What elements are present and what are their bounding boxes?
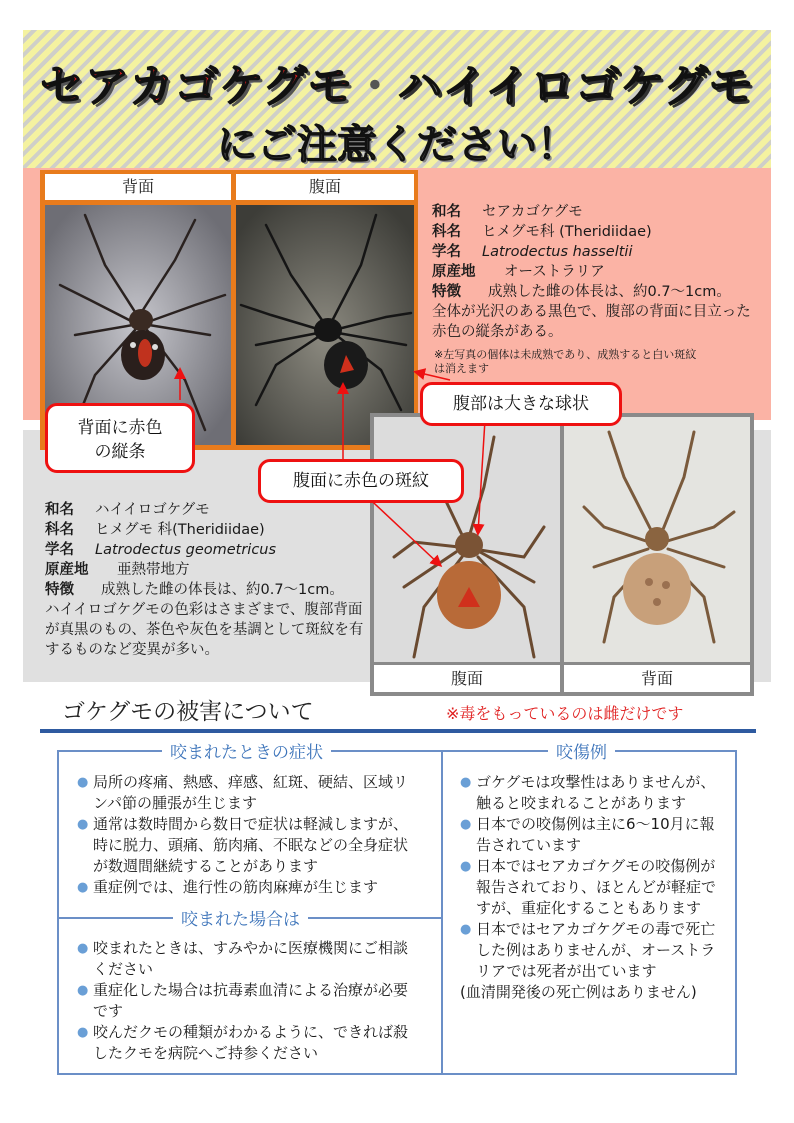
redback-wamei: セアカゴケグモ	[482, 204, 583, 220]
callout-abdomen-ball: 腹部は大きな球状	[420, 382, 622, 426]
symptom-item: ● 局所の疼痛、熱感、痒感、紅斑、硬結、区域リンパ節の腫張が生じます	[77, 772, 422, 814]
redback-feature-detail: 全体が光沢のある黒色で、腹部の背面に目立った赤色の縦条がある。	[432, 304, 751, 340]
bitten-list	[77, 938, 422, 1064]
redback-family: ヒメグモ科 (Theridiidae)	[482, 224, 652, 240]
callout-back-stripe-line2: の縦条	[94, 442, 146, 462]
redback-feature: 成熟した雌の体長は、約0.7～1cm。	[488, 284, 731, 300]
redback-wamei-key: 和名	[432, 204, 461, 220]
redback-ka-key: 科名	[432, 224, 461, 240]
brown-wamei-key: 和名	[45, 502, 74, 518]
symptoms-list	[77, 772, 422, 898]
brown-feature-key: 特徴	[45, 582, 74, 598]
title-separator: ・	[352, 61, 398, 112]
case-item: ● 日本ではセアカゴケグモの毒で死亡した例はありませんが、オーストラリアでは死者が出ています	[460, 919, 722, 982]
symptom-item: ● 通常は数時間から数日で症状は軽減しますが、時に脱力、頭痛、筋肉痛、不眠などの全身症状が数週間継続することがあります	[77, 814, 422, 877]
brown-wamei: ハイイロゴケグモ	[95, 502, 210, 518]
redback-scientific-name: Latrodectus hasseltii	[482, 244, 633, 260]
title-redback: セアカゴケグモ	[40, 61, 353, 112]
symptom-item: ● 重症例では、進行性の筋肉麻痺が生じます	[77, 877, 422, 898]
box-left-border	[57, 750, 59, 1075]
brown-feature: 成熟した雌の体長は、約0.7～1cm。	[101, 582, 344, 598]
brown-gaku-key: 学名	[45, 542, 74, 558]
callout-back-stripe	[45, 403, 195, 473]
case-item: ● 日本での咬傷例は主に6～10月に報告されています	[460, 814, 722, 856]
brown-scientific-name: Latrodectus geometricus	[95, 542, 277, 558]
redback-feature-key: 特徴	[432, 284, 461, 300]
bitten-item: ● 咬まれたときは、すみやかに医療機関にご相談ください	[77, 938, 422, 980]
brown-origin: 亜熱帯地方	[117, 562, 190, 578]
redback-origin: オーストラリア	[504, 264, 605, 280]
bitten-heading: 咬まれた場合は	[173, 905, 308, 930]
section-divider	[40, 729, 756, 733]
redback-note: ※左写真の個体は未成熟であり、成熟すると白い斑紋は消えます	[434, 348, 697, 375]
label-brown-back: 背面	[564, 665, 750, 692]
box-top-border	[57, 750, 737, 752]
redback-origin-key: 原産地	[432, 264, 476, 280]
bitten-item: ● 咬んだクモの種類がわかるように、できれば殺したクモを病院へご持参ください	[77, 1022, 422, 1064]
label-back: 背面	[45, 174, 231, 200]
box-bottom-border	[57, 1073, 737, 1075]
brown-family: ヒメグモ 科(Theridiidae)	[95, 522, 265, 538]
bitten-item: ● 重症化した場合は抗毒素血清による治療が必要です	[77, 980, 422, 1022]
label-brown-belly: 腹面	[374, 665, 560, 692]
callout-belly-spot: 腹面に赤色の斑紋	[258, 459, 464, 503]
case-item: ● 日本ではセアカゴケグモの咬傷例が報告されており、ほとんどが軽症ですが、重症化することもあります	[460, 856, 722, 919]
label-belly: 腹面	[236, 174, 414, 200]
symptoms-heading: 咬まれたときの症状	[162, 738, 331, 763]
brown-feature-detail: ハイイロゴケグモの色彩はさまざまで、腹部背面が真黒のもの、茶色や灰色を基調として斑紋を有するものなど変異が多い。	[45, 602, 364, 658]
callout-back-stripe-line1: 背面に赤色	[77, 418, 163, 438]
redback-gaku-key: 学名	[432, 244, 461, 260]
damage-title: ゴケグモの被害について	[62, 699, 314, 725]
page-subtitle: にご注意ください！	[217, 122, 577, 168]
female-only-warning: ※毒をもっているのは雌だけです	[446, 704, 684, 723]
cases-heading: 咬傷例	[548, 738, 615, 763]
title-brown-widow: ハイイロゴケグモ	[397, 61, 754, 112]
brown-origin-key: 原産地	[45, 562, 89, 578]
cases-footnote: (血清開発後の死亡例はありません)	[460, 983, 697, 1001]
cases-list	[460, 772, 722, 1003]
box-right-border	[735, 750, 737, 1075]
brown-ka-key: 科名	[45, 522, 74, 538]
case-item: ● ゴケグモは攻撃性はありませんが、触ると咬まれることがあります	[460, 772, 722, 814]
box-middle-divider	[441, 750, 443, 1075]
